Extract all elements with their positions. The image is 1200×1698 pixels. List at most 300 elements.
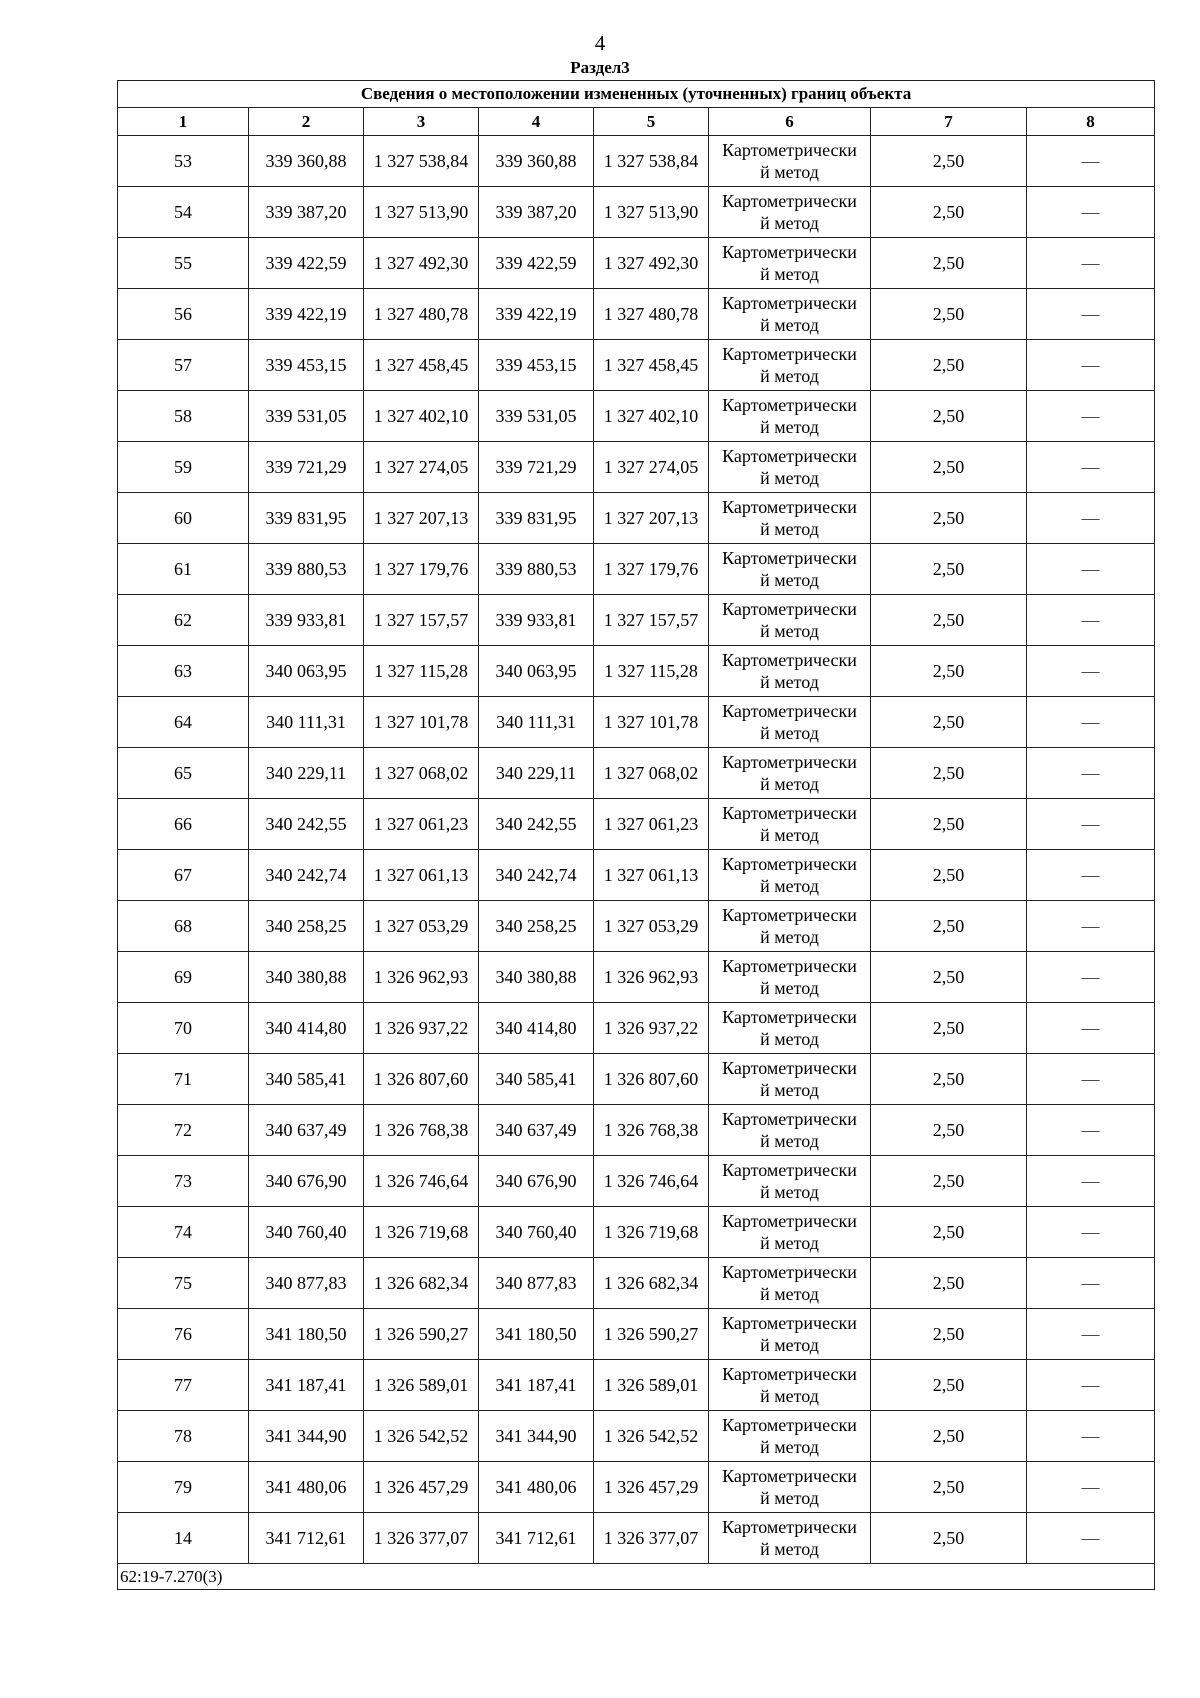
method-line: й метод [760,1284,819,1304]
accuracy-cell: 2,50 [871,799,1027,850]
point-number-cell: 61 [118,544,249,595]
method-cell [709,1207,871,1258]
table-row [118,646,1155,697]
x-existing-cell: 339 933,81 [249,595,364,646]
accuracy-cell: 2,50 [871,493,1027,544]
method-line: й метод [760,825,819,845]
x-refined-cell: 339 933,81 [479,595,594,646]
point-number-cell: 79 [118,1462,249,1513]
table-row [118,595,1155,646]
x-refined-cell: 340 063,95 [479,646,594,697]
point-number-cell: 58 [118,391,249,442]
point-number-cell: 54 [118,187,249,238]
y-existing-cell: 1 327 402,10 [364,391,479,442]
point-number-cell: 64 [118,697,249,748]
column-header: 3 [364,108,479,136]
method-cell [709,391,871,442]
y-existing-cell: 1 326 682,34 [364,1258,479,1309]
table-row [118,1156,1155,1207]
accuracy-cell: 2,50 [871,289,1027,340]
table-row [118,136,1155,187]
point-number-cell: 67 [118,850,249,901]
accuracy-cell: 2,50 [871,187,1027,238]
method-line: й метод [760,723,819,743]
table-row [118,697,1155,748]
note-cell: — [1027,850,1155,901]
x-refined-cell: 341 712,61 [479,1513,594,1564]
method-cell [709,952,871,1003]
method-line: Картометрически [722,1109,857,1129]
x-existing-cell: 340 380,88 [249,952,364,1003]
table-caption-row [118,81,1155,108]
table-row [118,1054,1155,1105]
method-line: й метод [760,672,819,692]
method-cell [709,1513,871,1564]
point-number-cell: 76 [118,1309,249,1360]
note-cell: — [1027,1258,1155,1309]
page-number: 4 [594,31,606,55]
method-line: й метод [760,1488,819,1508]
y-existing-cell: 1 326 807,60 [364,1054,479,1105]
method-cell [709,748,871,799]
accuracy-cell: 2,50 [871,1411,1027,1462]
note-cell: — [1027,901,1155,952]
x-existing-cell: 341 712,61 [249,1513,364,1564]
note-cell: — [1027,238,1155,289]
x-refined-cell: 341 480,06 [479,1462,594,1513]
y-refined-cell: 1 327 101,78 [594,697,709,748]
accuracy-cell: 2,50 [871,1462,1027,1513]
method-cell [709,1054,871,1105]
x-existing-cell: 340 760,40 [249,1207,364,1258]
table-row [118,1513,1155,1564]
note-cell: — [1027,1156,1155,1207]
x-refined-cell: 340 637,49 [479,1105,594,1156]
method-line: й метод [760,621,819,641]
table-row [118,187,1155,238]
y-refined-cell: 1 326 719,68 [594,1207,709,1258]
y-refined-cell: 1 327 513,90 [594,187,709,238]
method-line: й метод [760,1386,819,1406]
table-row [118,1258,1155,1309]
x-existing-cell: 339 422,59 [249,238,364,289]
note-cell: — [1027,1054,1155,1105]
x-refined-cell: 341 180,50 [479,1309,594,1360]
table-row [118,289,1155,340]
x-refined-cell: 339 360,88 [479,136,594,187]
y-existing-cell: 1 327 538,84 [364,136,479,187]
column-header: 7 [871,108,1027,136]
method-cell [709,136,871,187]
accuracy-cell: 2,50 [871,1054,1027,1105]
accuracy-cell: 2,50 [871,748,1027,799]
method-line: й метод [760,519,819,539]
x-existing-cell: 341 344,90 [249,1411,364,1462]
point-number-cell: 71 [118,1054,249,1105]
table-row [118,1462,1155,1513]
point-number-cell: 69 [118,952,249,1003]
note-cell: — [1027,799,1155,850]
method-line: й метод [760,366,819,386]
table-row [118,391,1155,442]
method-line: Картометрически [722,1058,857,1078]
method-cell [709,493,871,544]
y-existing-cell: 1 326 589,01 [364,1360,479,1411]
y-existing-cell: 1 326 542,52 [364,1411,479,1462]
y-existing-cell: 1 327 492,30 [364,238,479,289]
y-existing-cell: 1 326 768,38 [364,1105,479,1156]
table-row [118,952,1155,1003]
point-number-cell: 75 [118,1258,249,1309]
point-number-cell: 68 [118,901,249,952]
method-line: Картометрически [722,548,857,568]
method-line: й метод [760,1029,819,1049]
method-line: й метод [760,1131,819,1151]
note-cell: — [1027,1207,1155,1258]
x-existing-cell: 340 414,80 [249,1003,364,1054]
y-refined-cell: 1 326 590,27 [594,1309,709,1360]
x-existing-cell: 340 258,25 [249,901,364,952]
accuracy-cell: 2,50 [871,1003,1027,1054]
x-refined-cell: 339 721,29 [479,442,594,493]
method-line: Картометрически [722,1211,857,1231]
x-existing-cell: 339 531,05 [249,391,364,442]
point-number-cell: 72 [118,1105,249,1156]
x-refined-cell: 340 380,88 [479,952,594,1003]
y-refined-cell: 1 327 068,02 [594,748,709,799]
y-existing-cell: 1 326 962,93 [364,952,479,1003]
point-number-cell: 66 [118,799,249,850]
accuracy-cell: 2,50 [871,697,1027,748]
note-cell: — [1027,595,1155,646]
y-refined-cell: 1 326 377,07 [594,1513,709,1564]
x-refined-cell: 339 531,05 [479,391,594,442]
method-cell [709,544,871,595]
y-existing-cell: 1 327 061,23 [364,799,479,850]
x-refined-cell: 340 760,40 [479,1207,594,1258]
point-number-cell: 62 [118,595,249,646]
point-number-cell: 65 [118,748,249,799]
y-existing-cell: 1 326 719,68 [364,1207,479,1258]
point-number-cell: 77 [118,1360,249,1411]
method-cell [709,340,871,391]
method-line: Картометрически [722,701,857,721]
method-cell [709,1003,871,1054]
y-refined-cell: 1 327 402,10 [594,391,709,442]
method-line: Картометрически [722,752,857,772]
table-caption: Сведения о местоположении измененных (уточненных) границ объекта [118,81,1155,108]
method-line: й метод [760,315,819,335]
method-cell [709,646,871,697]
x-refined-cell: 339 422,19 [479,289,594,340]
table-row [118,238,1155,289]
accuracy-cell: 2,50 [871,391,1027,442]
accuracy-cell: 2,50 [871,1360,1027,1411]
method-line: Картометрически [722,1007,857,1027]
method-cell [709,595,871,646]
table-row [118,850,1155,901]
x-refined-cell: 341 344,90 [479,1411,594,1462]
table-row [118,748,1155,799]
method-cell [709,187,871,238]
method-line: Картометрически [722,1160,857,1180]
note-cell: — [1027,1105,1155,1156]
method-line: й метод [760,1182,819,1202]
table-row [118,1360,1155,1411]
x-refined-cell: 341 187,41 [479,1360,594,1411]
method-line: Картометрически [722,803,857,823]
x-existing-cell: 339 721,29 [249,442,364,493]
method-cell [709,799,871,850]
y-existing-cell: 1 327 053,29 [364,901,479,952]
coordinates-table [117,80,1155,1590]
x-existing-cell: 340 637,49 [249,1105,364,1156]
method-cell [709,442,871,493]
method-line: Картометрически [722,956,857,976]
note-cell: — [1027,1309,1155,1360]
method-line: й метод [760,1335,819,1355]
note-cell: — [1027,1003,1155,1054]
x-existing-cell: 340 585,41 [249,1054,364,1105]
accuracy-cell: 2,50 [871,901,1027,952]
y-refined-cell: 1 326 542,52 [594,1411,709,1462]
y-refined-cell: 1 326 962,93 [594,952,709,1003]
column-header: 5 [594,108,709,136]
table-row [118,544,1155,595]
table-row [118,901,1155,952]
method-line: Картометрически [722,599,857,619]
y-existing-cell: 1 327 513,90 [364,187,479,238]
method-line: й метод [760,876,819,896]
y-existing-cell: 1 326 937,22 [364,1003,479,1054]
method-line: й метод [760,468,819,488]
method-line: Картометрически [722,293,857,313]
column-header: 8 [1027,108,1155,136]
y-existing-cell: 1 326 377,07 [364,1513,479,1564]
method-line: й метод [760,1437,819,1457]
y-refined-cell: 1 327 179,76 [594,544,709,595]
note-cell: — [1027,391,1155,442]
x-existing-cell: 340 111,31 [249,697,364,748]
point-number-cell: 14 [118,1513,249,1564]
accuracy-cell: 2,50 [871,952,1027,1003]
x-refined-cell: 339 422,59 [479,238,594,289]
method-line: Картометрически [722,242,857,262]
x-existing-cell: 339 453,15 [249,340,364,391]
y-existing-cell: 1 327 480,78 [364,289,479,340]
x-existing-cell: 341 187,41 [249,1360,364,1411]
x-existing-cell: 339 831,95 [249,493,364,544]
x-existing-cell: 341 180,50 [249,1309,364,1360]
section-title: Раздел3 [570,58,630,77]
table-row [118,493,1155,544]
method-line: Картометрически [722,905,857,925]
method-line: Картометрически [722,1415,857,1435]
point-number-cell: 73 [118,1156,249,1207]
table-header-row [118,108,1155,136]
method-line: й метод [760,417,819,437]
method-line: й метод [760,1233,819,1253]
x-existing-cell: 339 880,53 [249,544,364,595]
x-existing-cell: 339 387,20 [249,187,364,238]
accuracy-cell: 2,50 [871,1309,1027,1360]
method-cell [709,901,871,952]
y-refined-cell: 1 327 274,05 [594,442,709,493]
y-existing-cell: 1 327 458,45 [364,340,479,391]
note-cell: — [1027,1360,1155,1411]
method-cell [709,1309,871,1360]
x-existing-cell: 339 360,88 [249,136,364,187]
column-header: 4 [479,108,594,136]
note-cell: — [1027,289,1155,340]
point-number-cell: 63 [118,646,249,697]
table-row [118,1411,1155,1462]
x-refined-cell: 340 414,80 [479,1003,594,1054]
note-cell: — [1027,646,1155,697]
table-row [118,799,1155,850]
y-existing-cell: 1 327 207,13 [364,493,479,544]
method-line: Картометрически [722,650,857,670]
method-cell [709,1462,871,1513]
table-row [118,1309,1155,1360]
table-footer-row [118,1564,1155,1590]
method-line: Картометрически [722,1364,857,1384]
note-cell: — [1027,748,1155,799]
table-row [118,340,1155,391]
method-cell [709,289,871,340]
y-existing-cell: 1 327 101,78 [364,697,479,748]
accuracy-cell: 2,50 [871,1207,1027,1258]
y-refined-cell: 1 327 157,57 [594,595,709,646]
accuracy-cell: 2,50 [871,442,1027,493]
method-line: Картометрически [722,344,857,364]
y-refined-cell: 1 326 807,60 [594,1054,709,1105]
table-row [118,1003,1155,1054]
y-existing-cell: 1 327 115,28 [364,646,479,697]
x-refined-cell: 340 242,74 [479,850,594,901]
column-header: 1 [118,108,249,136]
note-cell: — [1027,136,1155,187]
method-line: Картометрически [722,1517,857,1537]
y-refined-cell: 1 327 115,28 [594,646,709,697]
y-existing-cell: 1 327 068,02 [364,748,479,799]
note-cell: — [1027,1513,1155,1564]
point-number-cell: 55 [118,238,249,289]
x-existing-cell: 340 063,95 [249,646,364,697]
method-cell [709,850,871,901]
method-line: й метод [760,774,819,794]
method-cell [709,1411,871,1462]
x-refined-cell: 340 877,83 [479,1258,594,1309]
method-line: Картометрически [722,1466,857,1486]
y-existing-cell: 1 326 590,27 [364,1309,479,1360]
method-line: й метод [760,264,819,284]
y-refined-cell: 1 327 061,23 [594,799,709,850]
accuracy-cell: 2,50 [871,595,1027,646]
method-cell [709,1360,871,1411]
x-existing-cell: 340 676,90 [249,1156,364,1207]
y-refined-cell: 1 327 061,13 [594,850,709,901]
method-line: й метод [760,978,819,998]
x-refined-cell: 339 831,95 [479,493,594,544]
method-line: Картометрически [722,395,857,415]
x-refined-cell: 339 387,20 [479,187,594,238]
method-line: й метод [760,570,819,590]
accuracy-cell: 2,50 [871,1156,1027,1207]
accuracy-cell: 2,50 [871,1513,1027,1564]
method-line: Картометрически [722,140,857,160]
point-number-cell: 78 [118,1411,249,1462]
x-existing-cell: 340 242,55 [249,799,364,850]
point-number-cell: 56 [118,289,249,340]
method-line: й метод [760,162,819,182]
accuracy-cell: 2,50 [871,850,1027,901]
method-cell [709,1105,871,1156]
x-refined-cell: 339 880,53 [479,544,594,595]
x-refined-cell: 340 229,11 [479,748,594,799]
x-existing-cell: 340 877,83 [249,1258,364,1309]
point-number-cell: 57 [118,340,249,391]
x-existing-cell: 339 422,19 [249,289,364,340]
x-existing-cell: 340 229,11 [249,748,364,799]
y-refined-cell: 1 327 538,84 [594,136,709,187]
point-number-cell: 74 [118,1207,249,1258]
y-existing-cell: 1 326 746,64 [364,1156,479,1207]
note-cell: — [1027,493,1155,544]
accuracy-cell: 2,50 [871,238,1027,289]
x-refined-cell: 339 453,15 [479,340,594,391]
point-number-cell: 60 [118,493,249,544]
method-line: й метод [760,213,819,233]
point-number-cell: 53 [118,136,249,187]
method-line: й метод [760,927,819,947]
method-cell [709,1156,871,1207]
y-refined-cell: 1 327 053,29 [594,901,709,952]
accuracy-cell: 2,50 [871,1105,1027,1156]
y-refined-cell: 1 326 768,38 [594,1105,709,1156]
x-refined-cell: 340 585,41 [479,1054,594,1105]
table-row [118,1207,1155,1258]
x-refined-cell: 340 111,31 [479,697,594,748]
note-cell: — [1027,187,1155,238]
note-cell: — [1027,697,1155,748]
y-refined-cell: 1 326 746,64 [594,1156,709,1207]
y-refined-cell: 1 326 457,29 [594,1462,709,1513]
method-line: Картометрически [722,191,857,211]
accuracy-cell: 2,50 [871,136,1027,187]
y-refined-cell: 1 327 458,45 [594,340,709,391]
method-line: й метод [760,1080,819,1100]
note-cell: — [1027,544,1155,595]
y-refined-cell: 1 326 937,22 [594,1003,709,1054]
note-cell: — [1027,952,1155,1003]
y-refined-cell: 1 327 207,13 [594,493,709,544]
y-existing-cell: 1 327 274,05 [364,442,479,493]
method-line: Картометрически [722,446,857,466]
column-header: 2 [249,108,364,136]
table-row [118,1105,1155,1156]
accuracy-cell: 2,50 [871,544,1027,595]
note-cell: — [1027,340,1155,391]
method-line: Картометрически [722,1313,857,1333]
method-cell [709,1258,871,1309]
x-refined-cell: 340 242,55 [479,799,594,850]
method-line: й метод [760,1539,819,1559]
method-cell [709,238,871,289]
note-cell: — [1027,442,1155,493]
method-line: Картометрически [722,497,857,517]
x-existing-cell: 340 242,74 [249,850,364,901]
